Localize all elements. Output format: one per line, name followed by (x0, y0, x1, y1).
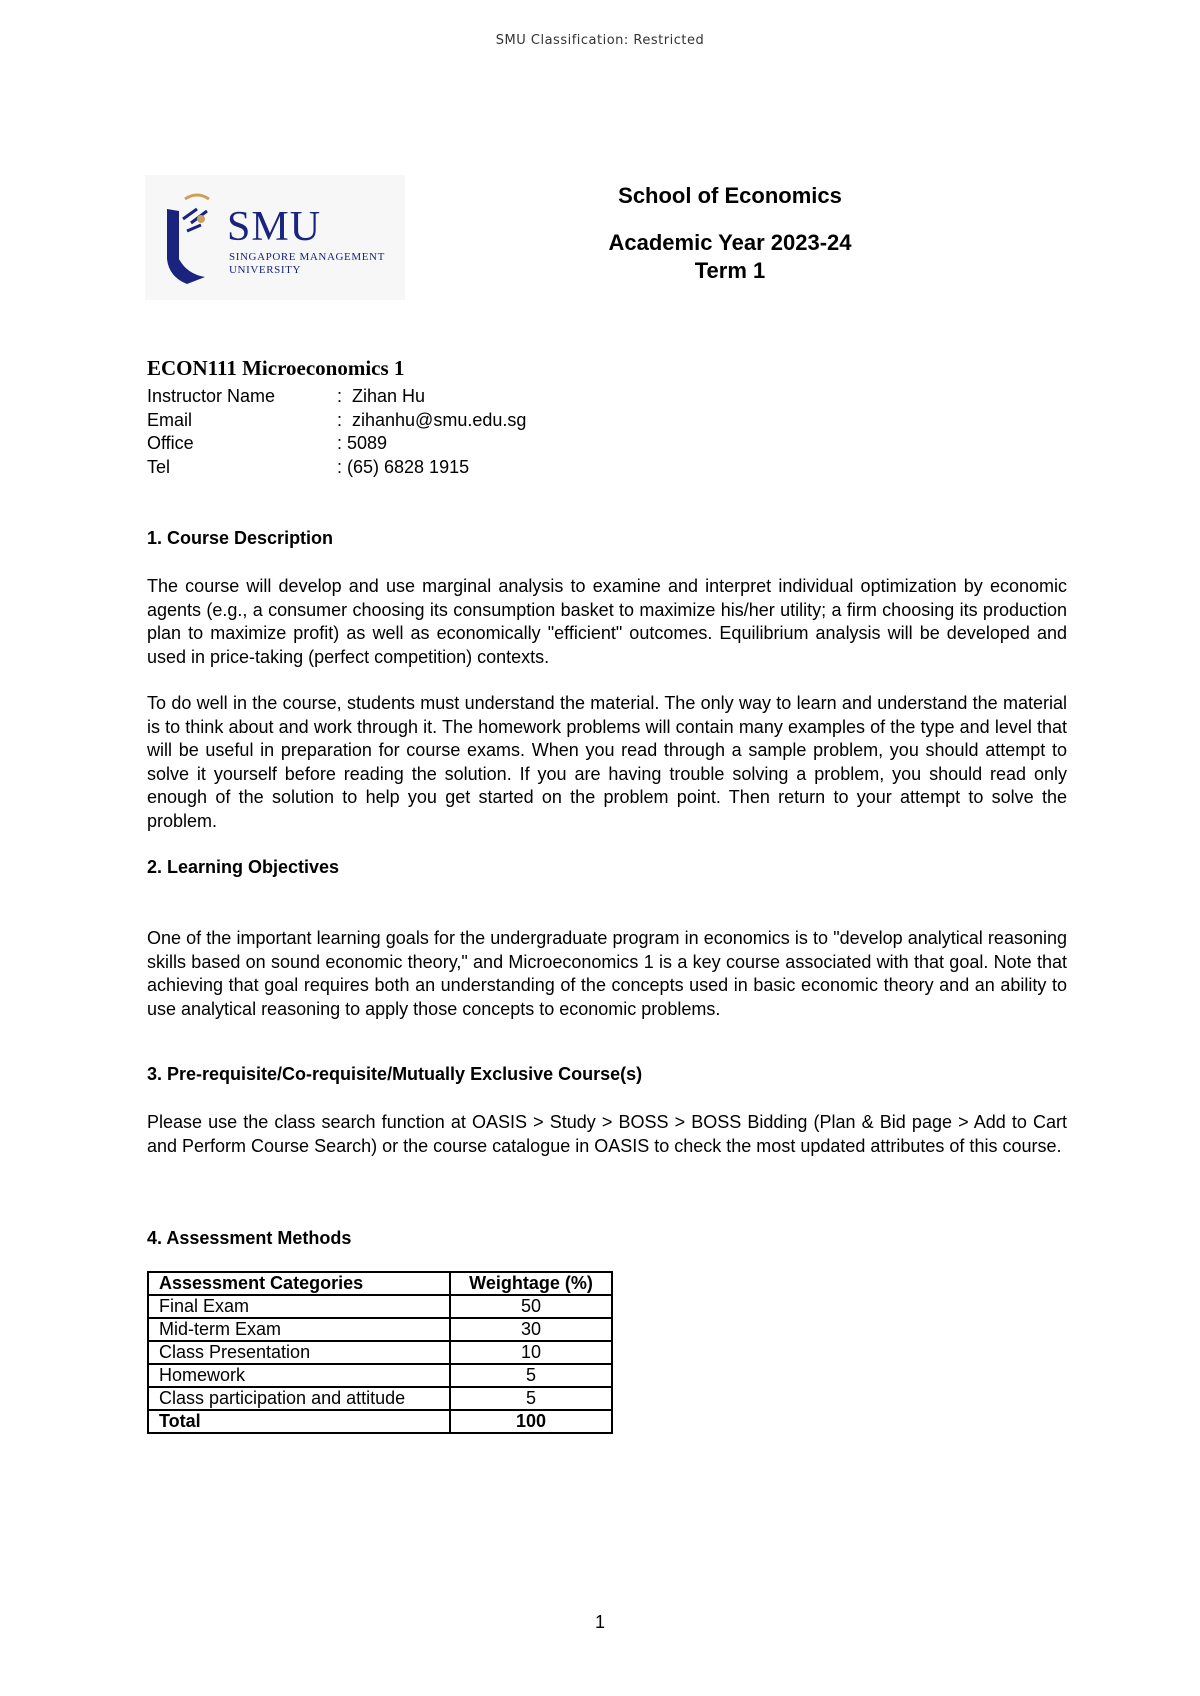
table-header-row (148, 1272, 612, 1295)
logo-subtitle-line1: SINGAPORE MANAGEMENT (229, 251, 385, 263)
section-heading-prerequisites: 3. Pre-requisite/Co-requisite/Mutually Exclusive Course(s) (147, 1064, 643, 1084)
info-value: : Zihan Hu (337, 386, 426, 406)
info-label: Instructor Name (147, 386, 276, 406)
logo-subtitle-line2: UNIVERSITY (229, 264, 301, 276)
smu-logo (145, 175, 405, 300)
course-description-paragraph-2: To do well in the course, students must understand the material. The only way to learn and understand the material is to think about and work through it. The homework problems will contain many examples of the type and level that will be useful in preparation for course exams. When you read through a sample problem, you should attempt to solve it yourself before reading the solution. If you are having trouble solving a problem, you should read only enough of the solution to help you get started on the problem point. Then return to your attempt to solve the problem. (147, 693, 1067, 831)
page-number: 1 (594, 1612, 605, 1632)
table-cell: Class Presentation (148, 1341, 450, 1364)
email-link[interactable]: : zihanhu@smu.edu.sg (337, 409, 527, 430)
academic-year: Academic Year 2023-24 (608, 230, 852, 255)
section-heading-learning-objectives: 2. Learning Objectives (147, 857, 340, 877)
table-row (148, 1295, 612, 1318)
info-label: Email (147, 409, 193, 430)
course-title: ECON111 Microeconomics 1 (147, 356, 405, 380)
section-heading-assessment-methods: 4. Assessment Methods (147, 1228, 352, 1248)
table-header-cell: Weightage (%) (450, 1272, 612, 1295)
smu-crest-icon (157, 189, 227, 289)
table-row (148, 1318, 612, 1341)
table-cell: 30 (450, 1318, 612, 1341)
table-total-row (148, 1410, 612, 1433)
table-cell: 50 (450, 1295, 612, 1318)
instructor-info (147, 386, 526, 480)
prerequisites-paragraph: Please use the class search function at OASIS > Study > BOSS > BOSS Bidding (Plan & Bid page > Add to Cart and Perform Course Search) or the course catalogue in OASIS to check the most updated attributes of this course. (147, 1112, 1067, 1156)
table-row (148, 1387, 612, 1410)
table-cell: Final Exam (148, 1295, 450, 1318)
info-value: : 5089 (337, 433, 388, 453)
table-row (148, 1364, 612, 1387)
table-cell: Mid-term Exam (148, 1318, 450, 1341)
table-header-cell: Assessment Categories (148, 1272, 450, 1295)
table-cell: Total (148, 1410, 450, 1433)
table-cell: Homework (148, 1364, 450, 1387)
info-value: : (65) 6828 1915 (337, 456, 470, 477)
logo-wordmark: SMU (227, 204, 322, 250)
table-cell: 100 (450, 1410, 612, 1433)
table-cell: 5 (450, 1364, 612, 1387)
info-row-tel (147, 457, 526, 481)
course-description-paragraph-1: The course will develop and use marginal analysis to examine and interpret individual optimization by economic agents (e.g., a consumer choosing its consumption basket to maximize his/her utility; a firm choosing its production plan to maximize profit) as well as economically "efficient" outcomes. Equilibrium analysis will be developed and used in price-taking (perfect competition) contexts. (147, 576, 1067, 667)
table-row (148, 1341, 612, 1364)
table-cell: Class participation and attitude (148, 1387, 450, 1410)
classification-label: SMU Classification: Restricted (495, 33, 705, 48)
section-heading-course-description: 1. Course Description (147, 528, 334, 548)
school-name: School of Economics (618, 183, 842, 208)
info-row-office (147, 433, 526, 457)
table-cell: 5 (450, 1387, 612, 1410)
info-row-email (147, 410, 526, 434)
info-label: Office (147, 433, 194, 453)
learning-objectives-paragraph: One of the important learning goals for the undergraduate program in economics is to "develop analytical reasoning skills based on sound economic theory," and Microeconomics 1 is a key course associated with that goal. Note that achieving that goal requires both an understanding of the concepts used in basic economic theory and an ability to use analytical reasoning to apply those concepts to economic problems. (147, 928, 1067, 1019)
table-cell: 10 (450, 1341, 612, 1364)
info-row-instructor (147, 386, 526, 410)
term: Term 1 (694, 258, 766, 283)
assessment-table (147, 1271, 613, 1434)
info-label: Tel (147, 456, 171, 477)
